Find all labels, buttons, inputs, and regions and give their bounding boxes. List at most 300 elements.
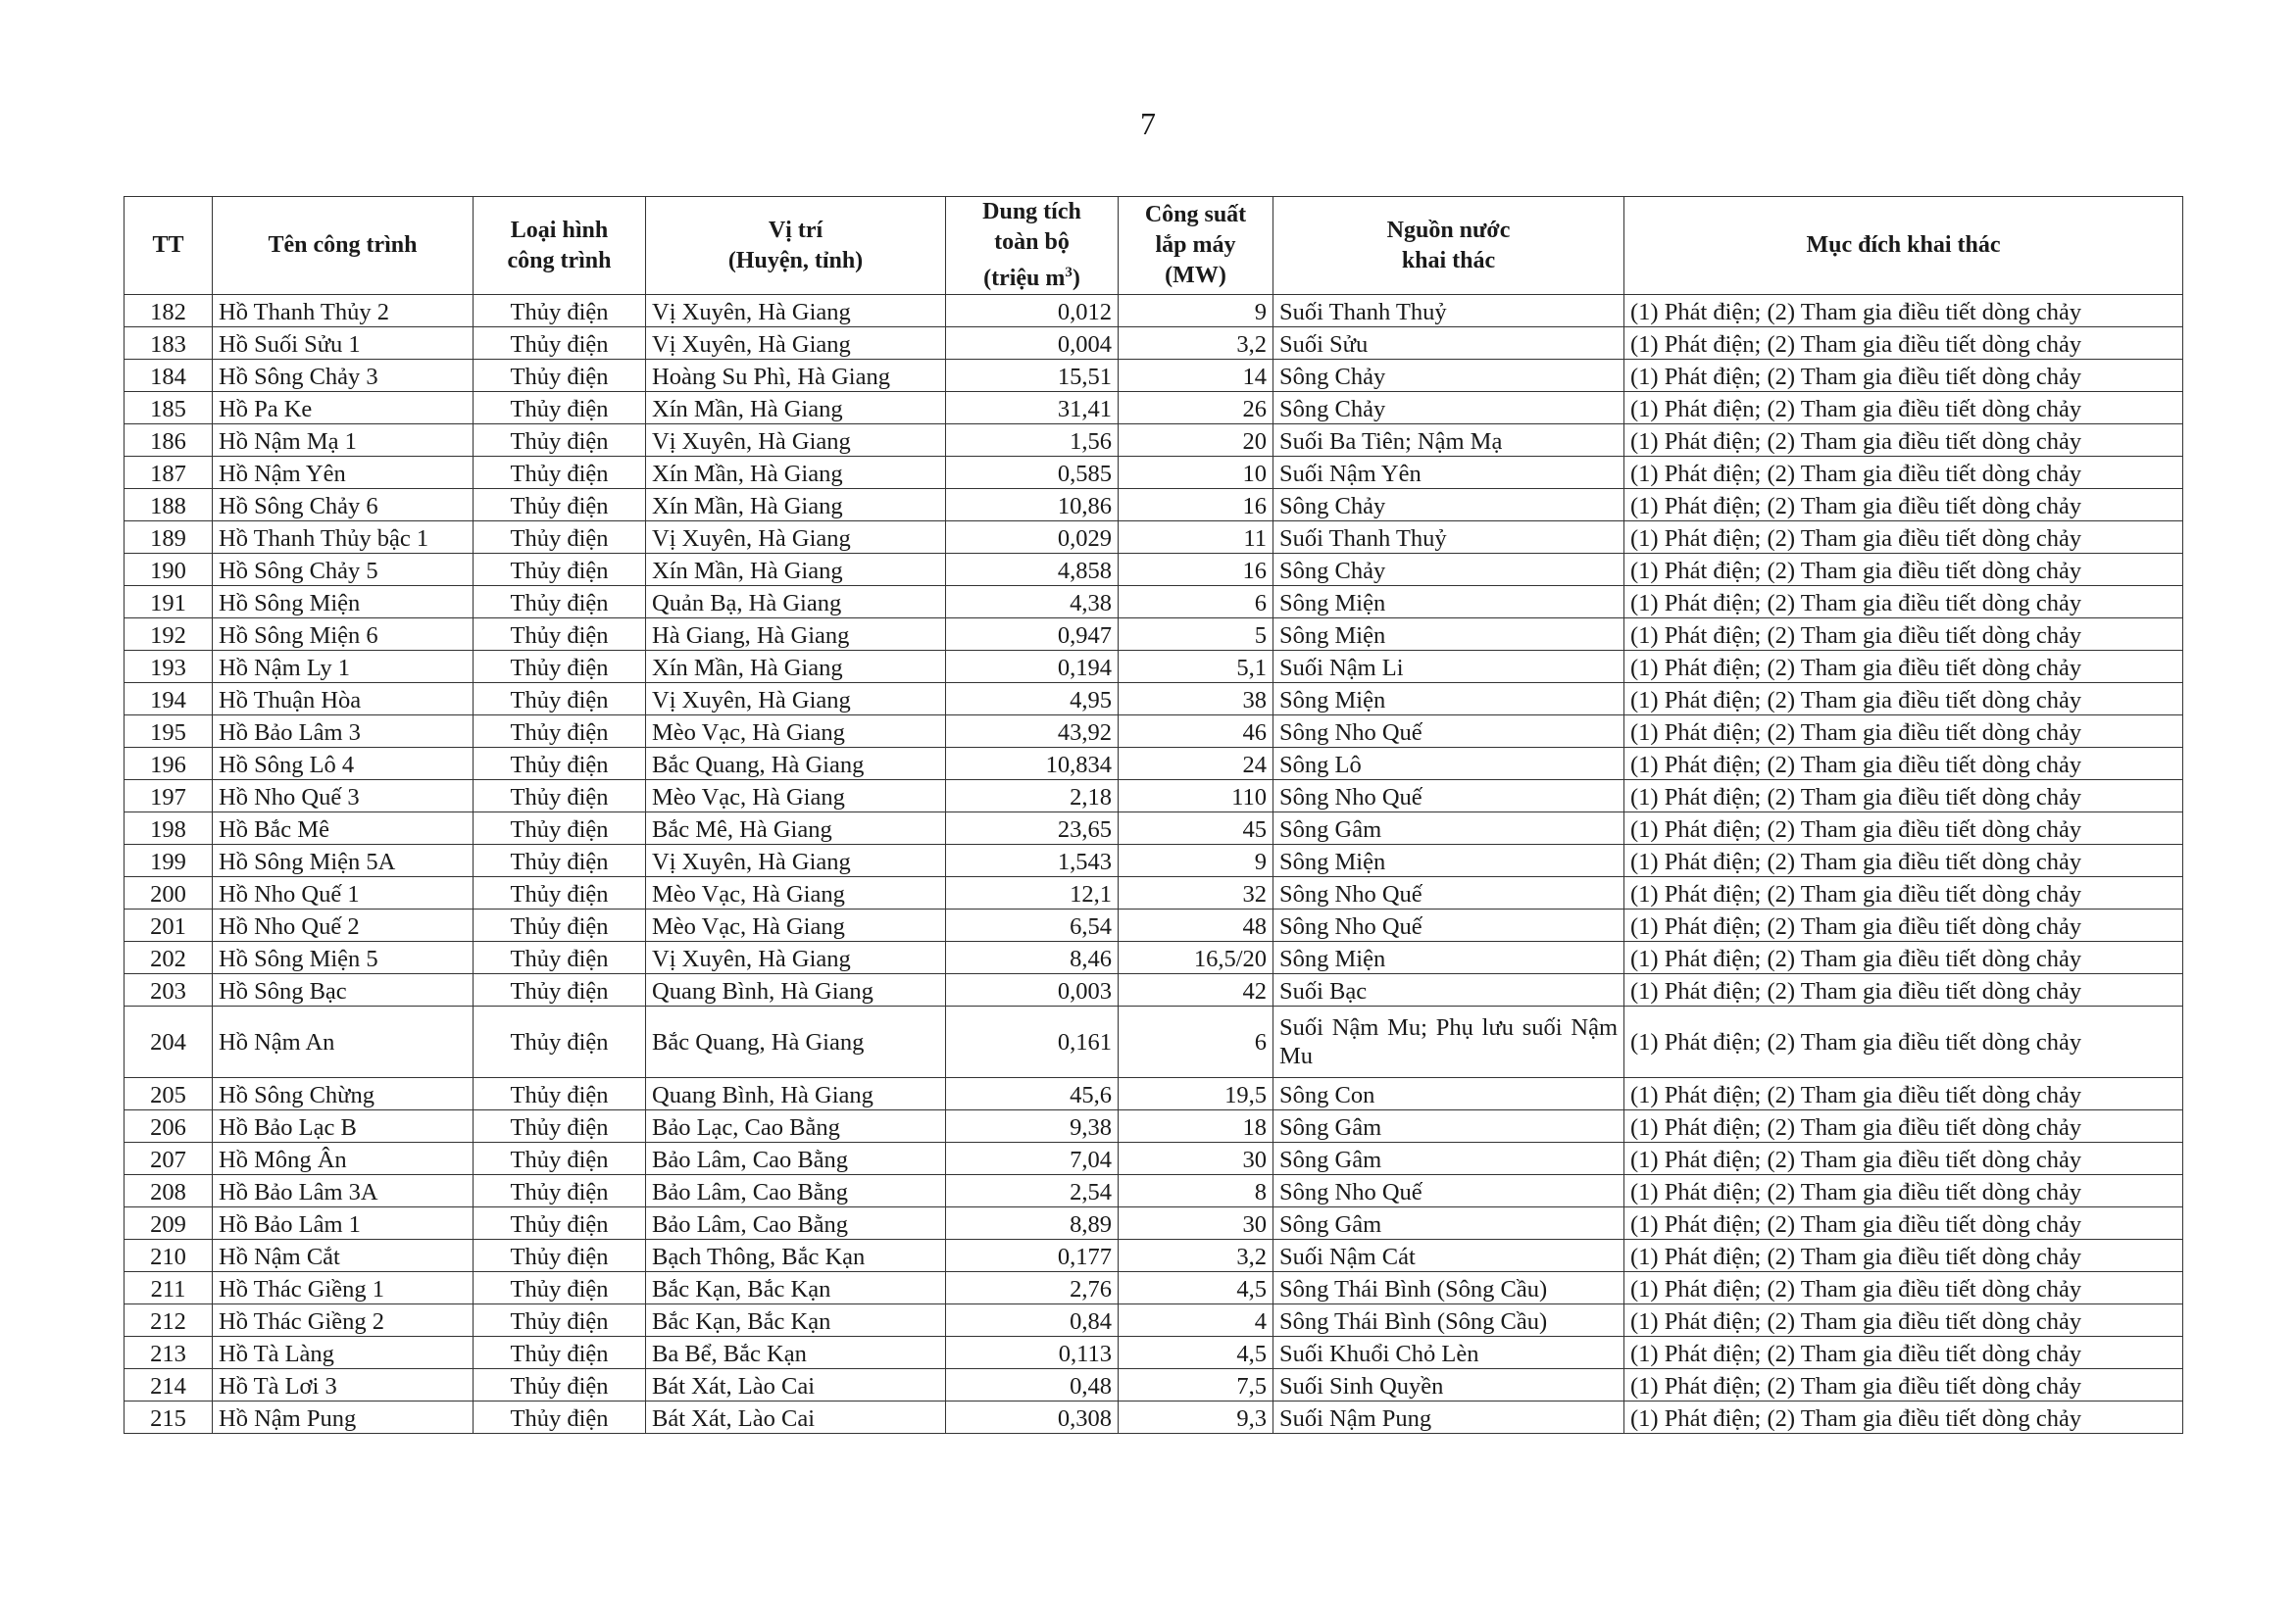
header-tt: TT [125, 197, 213, 295]
cell-type: Thủy điện [474, 942, 646, 974]
cell-type: Thủy điện [474, 1272, 646, 1304]
table-row [125, 1369, 2183, 1402]
cell-power: 46 [1119, 715, 1273, 748]
cell-tt: 210 [125, 1240, 213, 1272]
cell-tt: 206 [125, 1110, 213, 1143]
cell-name: Hồ Nậm An [213, 1007, 474, 1078]
table-row [125, 1207, 2183, 1240]
cell-name: Hồ Bảo Lâm 3 [213, 715, 474, 748]
cell-location: Vị Xuyên, Hà Giang [646, 295, 946, 327]
cell-tt: 202 [125, 942, 213, 974]
cell-tt: 203 [125, 974, 213, 1007]
table-row [125, 877, 2183, 910]
cell-location: Quang Bình, Hà Giang [646, 974, 946, 1007]
cell-tt: 195 [125, 715, 213, 748]
cell-source: Sông Miện [1273, 618, 1624, 651]
cell-type: Thủy điện [474, 1007, 646, 1078]
cell-name: Hồ Sông Miện [213, 586, 474, 618]
cell-source: Sông Con [1273, 1078, 1624, 1110]
table-row [125, 554, 2183, 586]
table-row [125, 910, 2183, 942]
cell-type: Thủy điện [474, 974, 646, 1007]
cell-purpose: (1) Phát điện; (2) Tham gia điều tiết dòng chảy [1624, 974, 2183, 1007]
cell-type: Thủy điện [474, 845, 646, 877]
table-row [125, 1304, 2183, 1337]
cell-name: Hồ Tà Lơi 3 [213, 1369, 474, 1402]
cell-name: Hồ Nậm Cắt [213, 1240, 474, 1272]
cell-type: Thủy điện [474, 618, 646, 651]
table-row [125, 424, 2183, 457]
cell-tt: 183 [125, 327, 213, 360]
cell-name: Hồ Sông Chảy 3 [213, 360, 474, 392]
cell-purpose: (1) Phát điện; (2) Tham gia điều tiết dòng chảy [1624, 1337, 2183, 1369]
table-row [125, 651, 2183, 683]
cell-purpose: (1) Phát điện; (2) Tham gia điều tiết dòng chảy [1624, 1207, 2183, 1240]
cell-purpose: (1) Phát điện; (2) Tham gia điều tiết dòng chảy [1624, 748, 2183, 780]
table-row [125, 1402, 2183, 1434]
cell-purpose: (1) Phát điện; (2) Tham gia điều tiết dòng chảy [1624, 489, 2183, 521]
cell-power: 9 [1119, 845, 1273, 877]
cell-purpose: (1) Phát điện; (2) Tham gia điều tiết dòng chảy [1624, 360, 2183, 392]
cell-capacity: 6,54 [946, 910, 1119, 942]
cell-type: Thủy điện [474, 1110, 646, 1143]
cell-purpose: (1) Phát điện; (2) Tham gia điều tiết dòng chảy [1624, 1369, 2183, 1402]
cell-power: 16,5/20 [1119, 942, 1273, 974]
cell-source: Sông Nho Quế [1273, 1175, 1624, 1207]
cell-power: 3,2 [1119, 1240, 1273, 1272]
cell-type: Thủy điện [474, 910, 646, 942]
cell-purpose: (1) Phát điện; (2) Tham gia điều tiết dòng chảy [1624, 1272, 2183, 1304]
cell-type: Thủy điện [474, 877, 646, 910]
cell-power: 6 [1119, 586, 1273, 618]
cell-purpose: (1) Phát điện; (2) Tham gia điều tiết dòng chảy [1624, 1078, 2183, 1110]
cell-capacity: 0,84 [946, 1304, 1119, 1337]
cell-capacity: 8,89 [946, 1207, 1119, 1240]
cell-tt: 189 [125, 521, 213, 554]
cell-name: Hồ Nậm Yên [213, 457, 474, 489]
cell-capacity: 0,012 [946, 295, 1119, 327]
cell-type: Thủy điện [474, 780, 646, 812]
cell-purpose: (1) Phát điện; (2) Tham gia điều tiết dòng chảy [1624, 457, 2183, 489]
cell-name: Hồ Thác Giềng 1 [213, 1272, 474, 1304]
cell-type: Thủy điện [474, 651, 646, 683]
table-row [125, 521, 2183, 554]
cell-capacity: 45,6 [946, 1078, 1119, 1110]
cell-source: Suối Bạc [1273, 974, 1624, 1007]
cell-location: Hoàng Su Phì, Hà Giang [646, 360, 946, 392]
cell-tt: 205 [125, 1078, 213, 1110]
cell-source: Sông Gâm [1273, 812, 1624, 845]
cell-power: 30 [1119, 1143, 1273, 1175]
header-type: Loại hình công trình [474, 197, 646, 295]
cell-location: Bắc Kạn, Bắc Kạn [646, 1304, 946, 1337]
cell-source: Suối Thanh Thuỷ [1273, 521, 1624, 554]
cell-location: Bắc Quang, Hà Giang [646, 1007, 946, 1078]
cell-capacity: 2,54 [946, 1175, 1119, 1207]
cell-power: 18 [1119, 1110, 1273, 1143]
cell-purpose: (1) Phát điện; (2) Tham gia điều tiết dòng chảy [1624, 651, 2183, 683]
table-row [125, 1143, 2183, 1175]
cell-source: Suối Nậm Cát [1273, 1240, 1624, 1272]
cell-type: Thủy điện [474, 295, 646, 327]
cell-source: Suối Nậm Pung [1273, 1402, 1624, 1434]
cell-name: Hồ Sông Miện 5 [213, 942, 474, 974]
cell-purpose: (1) Phát điện; (2) Tham gia điều tiết dòng chảy [1624, 327, 2183, 360]
cell-power: 48 [1119, 910, 1273, 942]
table-row [125, 715, 2183, 748]
table-row [125, 327, 2183, 360]
header-name: Tên công trình [213, 197, 474, 295]
cell-location: Ba Bể, Bắc Kạn [646, 1337, 946, 1369]
cell-source: Suối Sửu [1273, 327, 1624, 360]
table-row [125, 748, 2183, 780]
cell-capacity: 0,947 [946, 618, 1119, 651]
cell-tt: 208 [125, 1175, 213, 1207]
cell-purpose: (1) Phát điện; (2) Tham gia điều tiết dòng chảy [1624, 586, 2183, 618]
page-number: 7 [1140, 106, 1156, 141]
cell-location: Xín Mần, Hà Giang [646, 554, 946, 586]
cell-power: 20 [1119, 424, 1273, 457]
cell-tt: 191 [125, 586, 213, 618]
cell-tt: 215 [125, 1402, 213, 1434]
cell-capacity: 12,1 [946, 877, 1119, 910]
cell-type: Thủy điện [474, 554, 646, 586]
cell-name: Hồ Suối Sửu 1 [213, 327, 474, 360]
cell-location: Bắc Kạn, Bắc Kạn [646, 1272, 946, 1304]
cell-location: Vị Xuyên, Hà Giang [646, 521, 946, 554]
cell-source: Sông Chảy [1273, 489, 1624, 521]
cell-tt: 186 [125, 424, 213, 457]
cell-source: Sông Thái Bình (Sông Cầu) [1273, 1272, 1624, 1304]
cell-power: 3,2 [1119, 327, 1273, 360]
cell-power: 9,3 [1119, 1402, 1273, 1434]
table-row [125, 1240, 2183, 1272]
cell-tt: 209 [125, 1207, 213, 1240]
cell-purpose: (1) Phát điện; (2) Tham gia điều tiết dòng chảy [1624, 910, 2183, 942]
cell-source: Suối Thanh Thuỷ [1273, 295, 1624, 327]
cell-type: Thủy điện [474, 1337, 646, 1369]
table-row [125, 295, 2183, 327]
cell-power: 16 [1119, 554, 1273, 586]
cell-capacity: 7,04 [946, 1143, 1119, 1175]
cell-type: Thủy điện [474, 1304, 646, 1337]
table-row [125, 618, 2183, 651]
cell-location: Bắc Mê, Hà Giang [646, 812, 946, 845]
cell-purpose: (1) Phát điện; (2) Tham gia điều tiết dòng chảy [1624, 392, 2183, 424]
cell-power: 4,5 [1119, 1272, 1273, 1304]
cell-source: Sông Gâm [1273, 1207, 1624, 1240]
cell-tt: 197 [125, 780, 213, 812]
cell-power: 5 [1119, 618, 1273, 651]
cell-location: Hà Giang, Hà Giang [646, 618, 946, 651]
cell-tt: 188 [125, 489, 213, 521]
cell-location: Xín Mần, Hà Giang [646, 392, 946, 424]
cell-location: Xín Mần, Hà Giang [646, 489, 946, 521]
cell-name: Hồ Sông Chừng [213, 1078, 474, 1110]
cell-purpose: (1) Phát điện; (2) Tham gia điều tiết dòng chảy [1624, 1110, 2183, 1143]
cell-name: Hồ Bắc Mê [213, 812, 474, 845]
table-row [125, 1175, 2183, 1207]
cell-name: Hồ Sông Chảy 5 [213, 554, 474, 586]
cell-capacity: 4,858 [946, 554, 1119, 586]
cell-capacity: 0,113 [946, 1337, 1119, 1369]
cell-location: Mèo Vạc, Hà Giang [646, 715, 946, 748]
cell-power: 45 [1119, 812, 1273, 845]
cell-power: 16 [1119, 489, 1273, 521]
cell-capacity: 2,18 [946, 780, 1119, 812]
cell-power: 110 [1119, 780, 1273, 812]
cell-capacity: 9,38 [946, 1110, 1119, 1143]
cell-location: Quản Bạ, Hà Giang [646, 586, 946, 618]
cell-purpose: (1) Phát điện; (2) Tham gia điều tiết dòng chảy [1624, 942, 2183, 974]
cell-capacity: 15,51 [946, 360, 1119, 392]
cell-type: Thủy điện [474, 457, 646, 489]
cell-tt: 193 [125, 651, 213, 683]
cell-power: 10 [1119, 457, 1273, 489]
cell-power: 7,5 [1119, 1369, 1273, 1402]
cell-location: Xín Mần, Hà Giang [646, 651, 946, 683]
table-row [125, 1337, 2183, 1369]
table-row [125, 457, 2183, 489]
table-row [125, 683, 2183, 715]
cell-purpose: (1) Phát điện; (2) Tham gia điều tiết dòng chảy [1624, 780, 2183, 812]
cell-name: Hồ Tà Làng [213, 1337, 474, 1369]
cell-purpose: (1) Phát điện; (2) Tham gia điều tiết dòng chảy [1624, 683, 2183, 715]
cell-location: Bảo Lâm, Cao Bằng [646, 1143, 946, 1175]
cell-capacity: 0,585 [946, 457, 1119, 489]
table-row [125, 360, 2183, 392]
cell-source: Sông Thái Bình (Sông Cầu) [1273, 1304, 1624, 1337]
cell-source: Sông Gâm [1273, 1143, 1624, 1175]
cell-source: Sông Chảy [1273, 392, 1624, 424]
cell-name: Hồ Nho Quế 2 [213, 910, 474, 942]
cell-capacity: 0,029 [946, 521, 1119, 554]
cell-type: Thủy điện [474, 586, 646, 618]
cell-capacity: 0,48 [946, 1369, 1119, 1402]
cell-type: Thủy điện [474, 1078, 646, 1110]
cell-name: Hồ Bảo Lạc B [213, 1110, 474, 1143]
cell-power: 24 [1119, 748, 1273, 780]
cell-location: Bát Xát, Lào Cai [646, 1369, 946, 1402]
cell-power: 4 [1119, 1304, 1273, 1337]
cell-name: Hồ Sông Chảy 6 [213, 489, 474, 521]
cell-capacity: 0,004 [946, 327, 1119, 360]
cell-capacity: 4,38 [946, 586, 1119, 618]
table-row [125, 974, 2183, 1007]
cell-location: Bạch Thông, Bắc Kạn [646, 1240, 946, 1272]
cell-capacity: 1,543 [946, 845, 1119, 877]
cell-type: Thủy điện [474, 392, 646, 424]
cell-name: Hồ Thác Giềng 2 [213, 1304, 474, 1337]
cell-type: Thủy điện [474, 1369, 646, 1402]
cell-source: Suối Sinh Quyền [1273, 1369, 1624, 1402]
cell-purpose: (1) Phát điện; (2) Tham gia điều tiết dòng chảy [1624, 1007, 2183, 1078]
cell-capacity: 4,95 [946, 683, 1119, 715]
cell-purpose: (1) Phát điện; (2) Tham gia điều tiết dòng chảy [1624, 1402, 2183, 1434]
cell-type: Thủy điện [474, 489, 646, 521]
cell-name: Hồ Sông Lô 4 [213, 748, 474, 780]
cell-source: Suối Khuổi Chỏ Lèn [1273, 1337, 1624, 1369]
cell-power: 6 [1119, 1007, 1273, 1078]
cell-tt: 198 [125, 812, 213, 845]
cell-tt: 196 [125, 748, 213, 780]
cell-location: Mèo Vạc, Hà Giang [646, 877, 946, 910]
cell-location: Bảo Lạc, Cao Bằng [646, 1110, 946, 1143]
cell-name: Hồ Sông Miện 6 [213, 618, 474, 651]
cell-power: 26 [1119, 392, 1273, 424]
cell-location: Vị Xuyên, Hà Giang [646, 327, 946, 360]
cell-capacity: 2,76 [946, 1272, 1119, 1304]
cell-power: 5,1 [1119, 651, 1273, 683]
cell-location: Vị Xuyên, Hà Giang [646, 845, 946, 877]
cell-type: Thủy điện [474, 360, 646, 392]
cell-name: Hồ Thanh Thủy bậc 1 [213, 521, 474, 554]
cell-power: 30 [1119, 1207, 1273, 1240]
table-body [125, 295, 2183, 1434]
cell-purpose: (1) Phát điện; (2) Tham gia điều tiết dòng chảy [1624, 877, 2183, 910]
cell-capacity: 8,46 [946, 942, 1119, 974]
cell-capacity: 10,834 [946, 748, 1119, 780]
cell-capacity: 43,92 [946, 715, 1119, 748]
cell-name: Hồ Bảo Lâm 3A [213, 1175, 474, 1207]
cell-location: Mèo Vạc, Hà Giang [646, 910, 946, 942]
cell-location: Quang Bình, Hà Giang [646, 1078, 946, 1110]
cell-purpose: (1) Phát điện; (2) Tham gia điều tiết dòng chảy [1624, 554, 2183, 586]
table-row [125, 780, 2183, 812]
cell-tt: 207 [125, 1143, 213, 1175]
cell-name: Hồ Sông Miện 5A [213, 845, 474, 877]
cell-name: Hồ Sông Bạc [213, 974, 474, 1007]
cell-name: Hồ Nậm Pung [213, 1402, 474, 1434]
header-capacity: Dung tích toàn bộ (triệu $m^3$) [946, 197, 1119, 295]
cell-location: Vị Xuyên, Hà Giang [646, 942, 946, 974]
table-row [125, 845, 2183, 877]
cell-source: Sông Lô [1273, 748, 1624, 780]
cell-type: Thủy điện [474, 521, 646, 554]
cell-location: Vị Xuyên, Hà Giang [646, 424, 946, 457]
cell-purpose: (1) Phát điện; (2) Tham gia điều tiết dòng chảy [1624, 845, 2183, 877]
header-location: Vị trí (Huyện, tỉnh) [646, 197, 946, 295]
cell-location: Vị Xuyên, Hà Giang [646, 683, 946, 715]
cell-capacity: 1,56 [946, 424, 1119, 457]
cell-source: Sông Miện [1273, 845, 1624, 877]
header-purpose: Mục đích khai thác [1624, 197, 2183, 295]
table-row [125, 942, 2183, 974]
cell-purpose: (1) Phát điện; (2) Tham gia điều tiết dòng chảy [1624, 1240, 2183, 1272]
cell-type: Thủy điện [474, 1240, 646, 1272]
cell-power: 19,5 [1119, 1078, 1273, 1110]
cell-name: Hồ Nho Quế 3 [213, 780, 474, 812]
cell-capacity: 0,161 [946, 1007, 1119, 1078]
cell-type: Thủy điện [474, 1207, 646, 1240]
cell-purpose: (1) Phát điện; (2) Tham gia điều tiết dòng chảy [1624, 618, 2183, 651]
cell-capacity: 0,003 [946, 974, 1119, 1007]
cell-type: Thủy điện [474, 327, 646, 360]
cell-capacity: 23,65 [946, 812, 1119, 845]
cell-name: Hồ Nậm Mạ 1 [213, 424, 474, 457]
table-row [125, 1272, 2183, 1304]
cell-source: Sông Chảy [1273, 360, 1624, 392]
cell-type: Thủy điện [474, 715, 646, 748]
cell-name: Hồ Bảo Lâm 1 [213, 1207, 474, 1240]
cell-location: Mèo Vạc, Hà Giang [646, 780, 946, 812]
cell-name: Hồ Nậm Ly 1 [213, 651, 474, 683]
cell-source: Sông Nho Quế [1273, 715, 1624, 748]
cell-name: Hồ Nho Quế 1 [213, 877, 474, 910]
cell-tt: 213 [125, 1337, 213, 1369]
cell-power: 42 [1119, 974, 1273, 1007]
cell-capacity: 0,194 [946, 651, 1119, 683]
cell-purpose: (1) Phát điện; (2) Tham gia điều tiết dòng chảy [1624, 1304, 2183, 1337]
cell-tt: 184 [125, 360, 213, 392]
table-row [125, 1007, 2183, 1078]
cell-purpose: (1) Phát điện; (2) Tham gia điều tiết dòng chảy [1624, 521, 2183, 554]
cell-tt: 194 [125, 683, 213, 715]
cell-type: Thủy điện [474, 1143, 646, 1175]
cell-source: Sông Chảy [1273, 554, 1624, 586]
table-row [125, 1110, 2183, 1143]
cell-tt: 190 [125, 554, 213, 586]
cell-purpose: (1) Phát điện; (2) Tham gia điều tiết dòng chảy [1624, 424, 2183, 457]
cell-capacity: 31,41 [946, 392, 1119, 424]
cell-tt: 214 [125, 1369, 213, 1402]
cell-tt: 199 [125, 845, 213, 877]
cell-power: 38 [1119, 683, 1273, 715]
cell-capacity: 0,177 [946, 1240, 1119, 1272]
cell-location: Bảo Lâm, Cao Bằng [646, 1207, 946, 1240]
cell-purpose: (1) Phát điện; (2) Tham gia điều tiết dòng chảy [1624, 715, 2183, 748]
cell-location: Bảo Lâm, Cao Bằng [646, 1175, 946, 1207]
table-row [125, 1078, 2183, 1110]
cell-type: Thủy điện [474, 1175, 646, 1207]
cell-name: Hồ Thuận Hòa [213, 683, 474, 715]
cell-source: Suối Ba Tiên; Nậm Mạ [1273, 424, 1624, 457]
cell-location: Xín Mần, Hà Giang [646, 457, 946, 489]
cell-location: Bát Xát, Lào Cai [646, 1402, 946, 1434]
hydropower-table [124, 196, 2183, 1434]
cell-name: Hồ Thanh Thủy 2 [213, 295, 474, 327]
cell-tt: 211 [125, 1272, 213, 1304]
table-row [125, 489, 2183, 521]
cell-tt: 187 [125, 457, 213, 489]
cell-purpose: (1) Phát điện; (2) Tham gia điều tiết dòng chảy [1624, 1143, 2183, 1175]
cell-power: 32 [1119, 877, 1273, 910]
cell-tt: 201 [125, 910, 213, 942]
cell-name: Hồ Mông Ân [213, 1143, 474, 1175]
cell-source: Suối Nậm Mu; Phụ lưu suối Nậm Mu [1273, 1007, 1624, 1078]
cell-location: Bắc Quang, Hà Giang [646, 748, 946, 780]
table-row [125, 812, 2183, 845]
table-header-row [125, 197, 2183, 295]
cell-power: 11 [1119, 521, 1273, 554]
cell-tt: 192 [125, 618, 213, 651]
cell-name: Hồ Pa Ke [213, 392, 474, 424]
cell-capacity: 10,86 [946, 489, 1119, 521]
cell-source: Sông Nho Quế [1273, 780, 1624, 812]
cell-tt: 200 [125, 877, 213, 910]
cell-source: Sông Nho Quế [1273, 877, 1624, 910]
cell-source: Sông Gâm [1273, 1110, 1624, 1143]
cell-type: Thủy điện [474, 1402, 646, 1434]
cell-purpose: (1) Phát điện; (2) Tham gia điều tiết dòng chảy [1624, 812, 2183, 845]
cell-power: 4,5 [1119, 1337, 1273, 1369]
table-row [125, 586, 2183, 618]
cell-source: Suối Nậm Yên [1273, 457, 1624, 489]
table-row [125, 392, 2183, 424]
cell-purpose: (1) Phát điện; (2) Tham gia điều tiết dòng chảy [1624, 1175, 2183, 1207]
cell-type: Thủy điện [474, 812, 646, 845]
cell-type: Thủy điện [474, 748, 646, 780]
